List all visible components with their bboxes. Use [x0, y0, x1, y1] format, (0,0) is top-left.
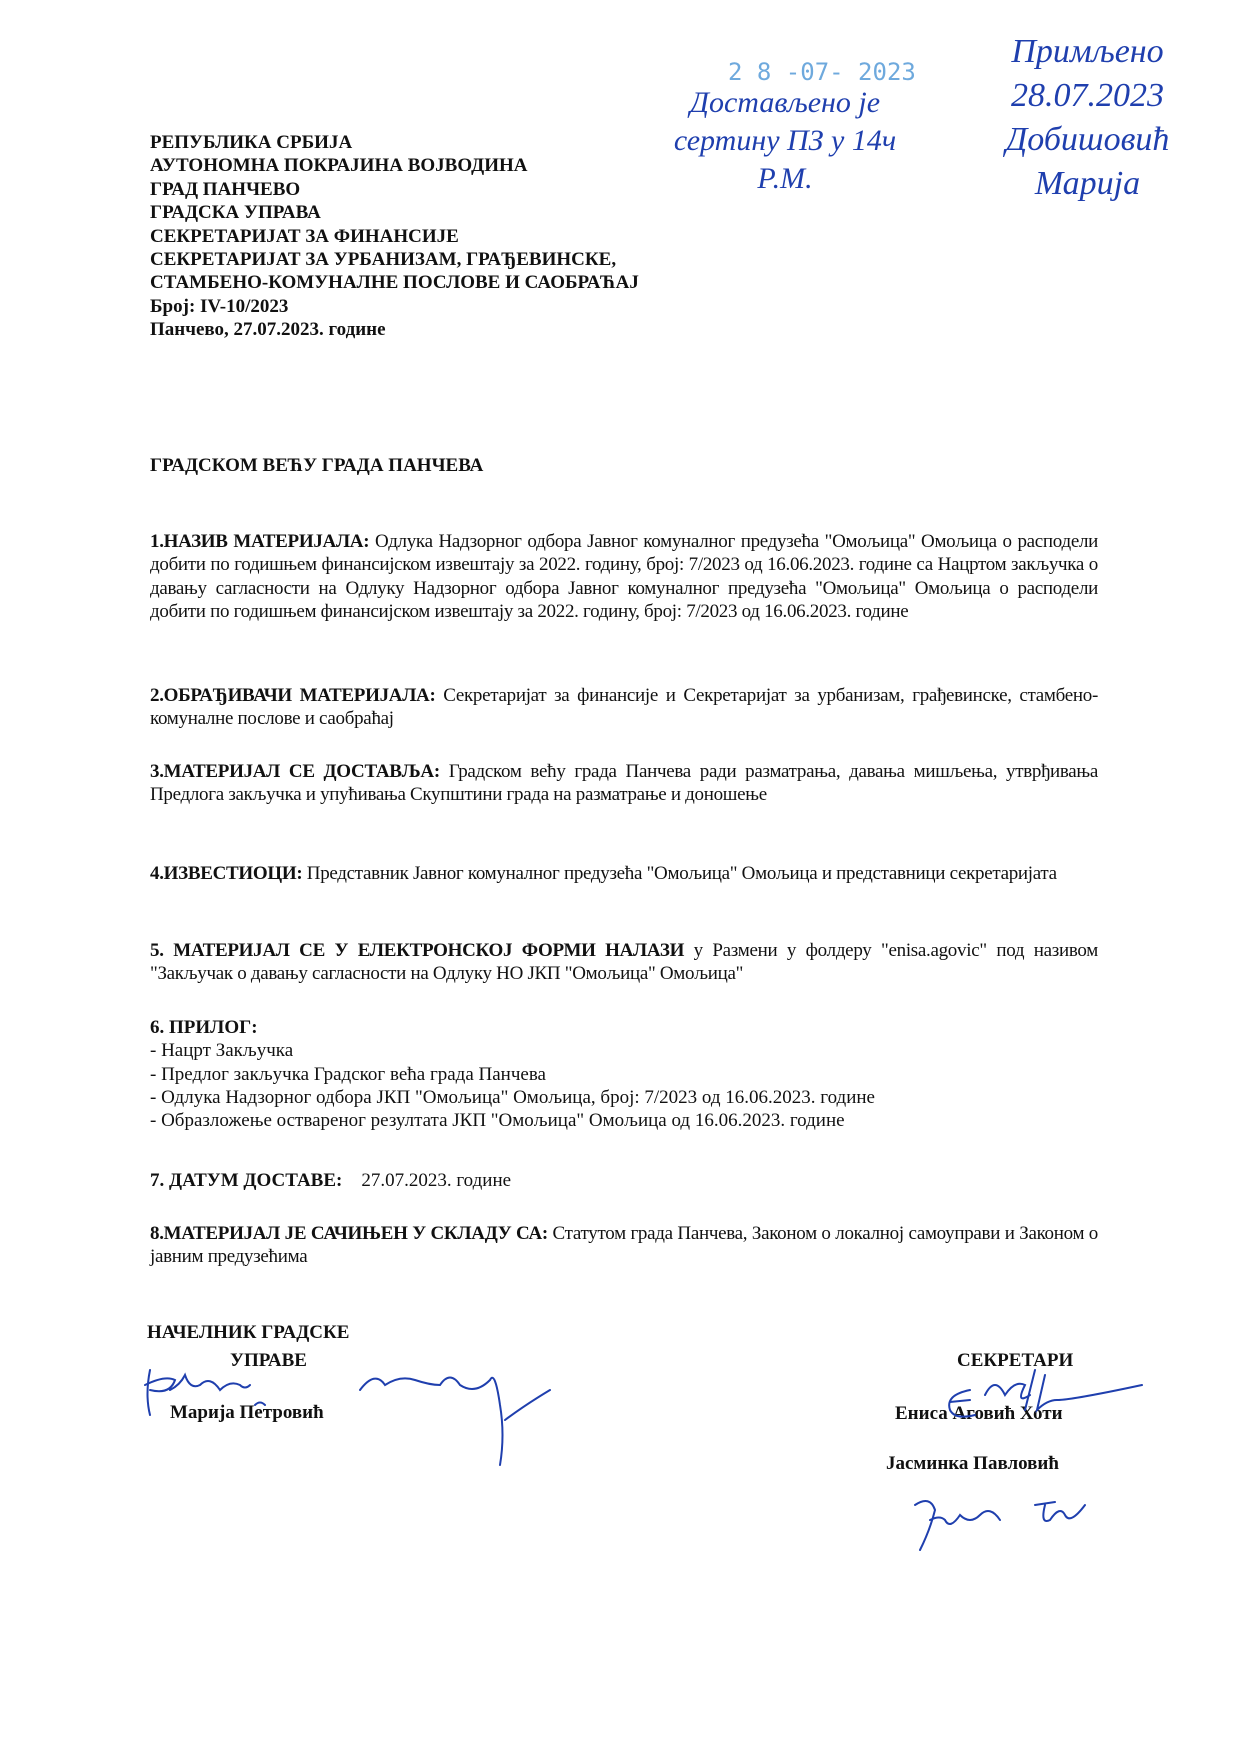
- section-5: [150, 939, 1098, 986]
- right-signatory-name-2: Јасминка Павловић: [886, 1453, 1059, 1474]
- issuer-header: [150, 131, 1098, 342]
- document-number: Број: IV-10/2023: [150, 295, 289, 317]
- header-line: РЕПУБЛИКА СРБИЈА: [150, 132, 353, 153]
- header-line: СЕКРЕТАРИЈАТ ЗА ФИНАНСИЈЕ: [150, 225, 459, 247]
- right-signatory-title: СЕКРЕТАРИ: [957, 1350, 1074, 1371]
- right-signatory-name-1: Ениса Аговић Хоти: [895, 1403, 1063, 1424]
- attachment-item: - Одлука Надзорног одбора ЈКП "Омољица" Омољица, број: 7/2023 од 16.06.2023. године: [150, 1086, 875, 1108]
- header-line: АУТОНОМНА ПОКРАЈИНА ВОЈВОДИНА: [150, 155, 528, 177]
- section-text: Статутом града Панчева, Законом о локалној самоуправи и Законом о јавним предузећима: [150, 1223, 1099, 1268]
- section-label: 4.ИЗВЕСТИОЦИ:: [150, 863, 303, 884]
- left-signatory-name: Марија Петровић: [170, 1402, 324, 1423]
- section-4: [150, 862, 1098, 885]
- handwritten-note-left: Достављено је сертину ПЗ у 14ч Р.М.: [673, 86, 897, 195]
- section-text: Градском већу града Панчева ради разматрања, давања мишљења, утврђивања Предлога закључка и упућивања Скупштини града на разматрање и доношење: [150, 761, 1098, 806]
- section-text: Одлука Надзорног одбора Јавног комуналног предузећа "Омољица" Омољица о расподели добити по годишњем финансијском извештају за 2022. годину, број: 7/2023 од 16.06.2023. године са Нацртом закључка о давању сагласности на Одлуку Надзорног одбора Јавног комуналног предузећа "Омољица" Омољица о расподели добити по годишњем финансијском извештају за 2022. годину, број: 7/2023 од 16.06.2023. године: [150, 531, 1099, 622]
- attachment-item: - Предлог закључка Градског већа града Панчева: [150, 1063, 546, 1085]
- section-label: 5. МАТЕРИЈАЛ СЕ У ЕЛЕКТРОНСКОЈ ФОРМИ НАЛАЗИ: [150, 940, 685, 961]
- header-line: СЕКРЕТАРИЈАТ ЗА УРБАНИЗАМ, ГРАЂЕВИНСКЕ,: [150, 249, 617, 271]
- header-line: ГРАД ПАНЧЕВО: [150, 178, 301, 200]
- section-label: 1.НАЗИВ МАТЕРИЈАЛА:: [150, 531, 370, 552]
- signature-jasminka-pavlovic: [915, 1501, 1085, 1550]
- left-signatory-title-2: УПРАВЕ: [230, 1350, 307, 1371]
- delivery-label: 7. ДАТУМ ДОСТАВЕ:: [150, 1170, 343, 1191]
- section-text: у Размени у фолдеру "enisa.agovic" под називом "Закључак о давању сагласности на Одлуку НО ЈКП "Омољица" Омољица": [150, 940, 1098, 985]
- attachments-label: 6. ПРИЛОГ:: [150, 1017, 258, 1038]
- section-text: Секретаријат за финансије и Секретаријат за урбанизам, грађевинске, стамбено-комуналне послове и саобраћај: [150, 685, 1098, 730]
- section-1: [150, 530, 1098, 623]
- section-3: [150, 760, 1098, 807]
- section-label: 8.МАТЕРИЈАЛ ЈЕ САЧИЊЕН У СКЛАДУ СА:: [150, 1223, 548, 1244]
- received-stamp-date: 2 8 -07- 2023: [728, 58, 916, 86]
- section-text: Представник Јавног комуналног предузећа "Омољица" Омољица и представници секретаријата: [302, 863, 1057, 884]
- addressee: ГРАДСКОМ ВЕЋУ ГРАДА ПАНЧЕВА: [150, 455, 484, 476]
- delivery-date: [150, 1169, 1098, 1192]
- left-signatory-title: НАЧЕЛНИК ГРАДСКЕ: [147, 1322, 350, 1343]
- section-8: [150, 1222, 1098, 1269]
- attachment-item: - Образложење оствареног резултата ЈКП "Омољица" Омољица од 16.06.2023. године: [150, 1110, 845, 1132]
- section-label: 2.ОБРАЂИВАЧИ МАТЕРИЈАЛА:: [150, 685, 436, 706]
- delivery-value: 27.07.2023. године: [361, 1170, 512, 1191]
- document-date: Панчево, 27.07.2023. године: [150, 319, 386, 341]
- header-line: ГРАДСКА УПРАВА: [150, 202, 321, 224]
- section-2: [150, 684, 1098, 731]
- attachment-item: - Нацрт Закључка: [150, 1040, 294, 1062]
- header-line: СТАМБЕНО-КОМУНАЛНЕ ПОСЛОВЕ И САОБРАЋАЈ: [150, 272, 639, 294]
- section-label: 3.МАТЕРИЈАЛ СЕ ДОСТАВЉА:: [150, 761, 440, 782]
- handwritten-note-right: Примљено 28.07.2023 Добишовић Марија: [1005, 33, 1170, 202]
- attachments: [150, 1016, 1098, 1132]
